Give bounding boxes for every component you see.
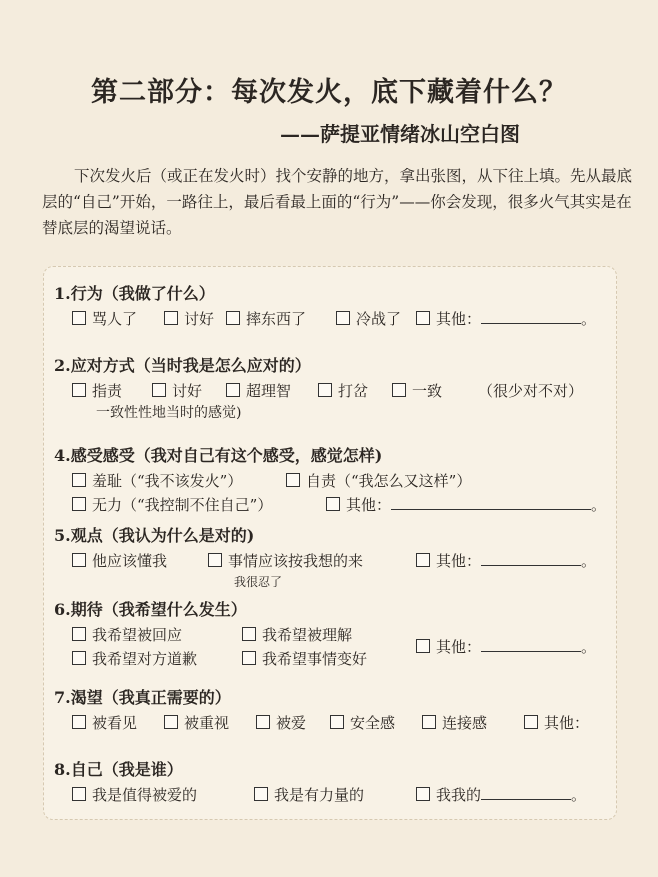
checkbox-icon[interactable] <box>72 473 86 487</box>
option-throwing[interactable] <box>226 307 306 331</box>
checkbox-icon[interactable] <box>330 715 344 729</box>
section-self <box>54 757 604 807</box>
option-label: 自责（“我怎么又这样”） <box>306 472 472 490</box>
section-perceptions <box>54 523 604 589</box>
option-row <box>54 379 604 403</box>
section-yearnings <box>54 685 604 735</box>
option-label: 摔东西了 <box>246 310 307 328</box>
option-row <box>54 493 607 517</box>
option-label: 其他： <box>436 310 482 328</box>
option-other[interactable] <box>416 635 596 659</box>
option-label: 被看见 <box>92 714 138 732</box>
checkbox-icon[interactable] <box>72 715 86 729</box>
section-title: 8.自己（我是谁） <box>54 760 183 779</box>
checkbox-icon[interactable] <box>152 383 166 397</box>
option-label: 一致 <box>412 382 443 400</box>
section-title: 5.观点（我认为什么是对的) <box>54 526 255 545</box>
fill-blank[interactable] <box>481 637 581 652</box>
option-scolded[interactable] <box>72 307 137 331</box>
checkbox-icon[interactable] <box>318 383 332 397</box>
option-cold-war[interactable] <box>336 307 401 331</box>
checkbox-icon[interactable] <box>226 311 240 325</box>
checkbox-icon[interactable] <box>208 553 222 567</box>
checkbox-icon[interactable] <box>226 383 240 397</box>
option-row <box>54 783 604 807</box>
checkbox-icon[interactable] <box>254 787 268 801</box>
page-subtitle: ——萨提亚情绪冰山空白图 <box>280 122 520 146</box>
option-row <box>54 638 604 671</box>
option-label: 其他： <box>346 496 392 514</box>
option-label: 安全感 <box>350 714 396 732</box>
option-better[interactable] <box>242 647 367 671</box>
option-shame[interactable] <box>72 469 242 493</box>
option-label: 羞耻（“我不该发火”） <box>92 472 243 490</box>
option-label: 讨好 <box>184 310 215 328</box>
section-title: 2.应对方式（当时我是怎么应对的） <box>54 356 311 375</box>
option-label: 我希望对方道歉 <box>92 650 198 668</box>
intro-paragraph: 下次发火后（或正在发火时）找个安静的地方，拿出张图，从下往上填。先从最底层的“自己”开始，一路往上，最后看最上面的“行为”——你会发现，很多火气其实是在替底层的渴望说话。 <box>42 167 633 237</box>
option-should-understand[interactable] <box>72 549 167 573</box>
section-title: 7.渴望（我真正需要的） <box>54 688 231 707</box>
option-pleasing[interactable] <box>164 307 214 331</box>
option-row <box>54 469 604 493</box>
option-label: 冷战了 <box>356 310 402 328</box>
option-label: 我希望被回应 <box>92 626 183 644</box>
option-row <box>54 403 604 423</box>
section-coping <box>54 353 604 423</box>
option-valued[interactable] <box>164 711 229 735</box>
option-extra: （很少对不对） <box>478 382 584 400</box>
option-label: 无力（“我控制不住自己”） <box>92 496 273 514</box>
option-note: 一致性性地当时的感觉) <box>96 405 242 421</box>
checkbox-icon[interactable] <box>416 787 430 801</box>
checkbox-icon[interactable] <box>164 311 178 325</box>
end-mark: 。 <box>581 552 597 570</box>
option-row <box>54 307 604 331</box>
option-worthy[interactable] <box>72 783 197 807</box>
checkbox-icon[interactable] <box>416 639 430 653</box>
end-mark: 。 <box>591 496 607 514</box>
checkbox-icon[interactable] <box>286 473 300 487</box>
option-label: 我是值得被爱的 <box>92 786 198 804</box>
checkbox-icon[interactable] <box>242 627 256 641</box>
fill-blank[interactable] <box>481 309 581 324</box>
option-label: 事情应该按我想的来 <box>228 552 364 570</box>
page-title: 第二部分：每次发火，底下藏着什么？ <box>91 77 567 108</box>
checkbox-icon[interactable] <box>242 651 256 665</box>
checkbox-icon[interactable] <box>72 497 86 511</box>
option-label: 超理智 <box>246 382 292 400</box>
option-congruent[interactable] <box>392 379 442 403</box>
section-title: 6.期待（我希望什么发生） <box>54 600 247 619</box>
checkbox-icon[interactable] <box>72 311 86 325</box>
checkbox-icon[interactable] <box>392 383 406 397</box>
option-irrelevant[interactable] <box>318 379 368 403</box>
section-title: 4.感受感受（我对自己有这个感受，感觉怎样) <box>54 446 383 465</box>
iceberg-form <box>43 266 617 820</box>
option-label: 我希望被理解 <box>262 626 353 644</box>
option-other[interactable] <box>416 783 586 807</box>
end-mark: 。 <box>581 638 597 656</box>
option-other[interactable] <box>524 711 589 735</box>
option-my-way[interactable] <box>208 549 363 573</box>
checkbox-icon[interactable] <box>524 715 538 729</box>
option-label: 他应该懂我 <box>92 552 168 570</box>
option-label: 被爱 <box>276 714 307 732</box>
option-label: 其他： <box>436 552 482 570</box>
checkbox-icon[interactable] <box>256 715 270 729</box>
checkbox-icon[interactable] <box>422 715 436 729</box>
option-security[interactable] <box>330 711 395 735</box>
option-label: 指责 <box>92 382 123 400</box>
option-other[interactable] <box>416 549 596 573</box>
option-label: 我是有力量的 <box>274 786 365 804</box>
checkbox-icon[interactable] <box>326 497 340 511</box>
end-mark: 。 <box>581 310 597 328</box>
option-label: 我我的 <box>436 786 482 804</box>
option-label: 其他： <box>544 714 590 732</box>
option-responded[interactable] <box>72 623 182 647</box>
option-powerful[interactable] <box>254 783 364 807</box>
checkbox-icon[interactable] <box>416 311 430 325</box>
option-other[interactable] <box>416 307 596 331</box>
checkbox-icon[interactable] <box>416 553 430 567</box>
section-title: 1.行为（我做了什么） <box>54 284 215 303</box>
handwritten-note: 我很忍了 <box>234 575 283 589</box>
checkbox-icon[interactable] <box>164 715 178 729</box>
end-mark: 。 <box>571 786 587 804</box>
checkbox-icon[interactable] <box>72 651 86 665</box>
option-super-reasonable[interactable] <box>226 379 291 403</box>
option-row <box>54 711 604 735</box>
checkbox-icon[interactable] <box>336 311 350 325</box>
option-placating[interactable] <box>152 379 202 403</box>
option-understood[interactable] <box>242 623 352 647</box>
checkbox-icon[interactable] <box>72 383 86 397</box>
checkbox-icon[interactable] <box>72 553 86 567</box>
checkbox-icon[interactable] <box>72 787 86 801</box>
fill-blank[interactable] <box>481 551 581 566</box>
section-expectations <box>54 597 604 671</box>
section-feelings <box>54 443 607 517</box>
option-label: 连接感 <box>442 714 488 732</box>
option-connection[interactable] <box>422 711 487 735</box>
option-other[interactable] <box>326 493 606 517</box>
fill-blank[interactable] <box>481 785 571 800</box>
option-seen[interactable] <box>72 711 137 735</box>
option-blaming[interactable] <box>72 379 122 403</box>
option-label: 被重视 <box>184 714 230 732</box>
option-apology[interactable] <box>72 647 197 671</box>
option-label: 打岔 <box>338 382 369 400</box>
fill-blank[interactable] <box>391 495 591 510</box>
option-label: 其他： <box>436 638 482 656</box>
option-powerless[interactable] <box>72 493 272 517</box>
option-label: 讨好 <box>172 382 203 400</box>
checkbox-icon[interactable] <box>72 627 86 641</box>
option-row <box>54 549 604 573</box>
option-label: 我希望事情变好 <box>262 650 368 668</box>
section-behavior <box>54 281 604 331</box>
option-self-blame[interactable] <box>286 469 471 493</box>
option-label: 骂人了 <box>92 310 138 328</box>
option-loved[interactable] <box>256 711 306 735</box>
